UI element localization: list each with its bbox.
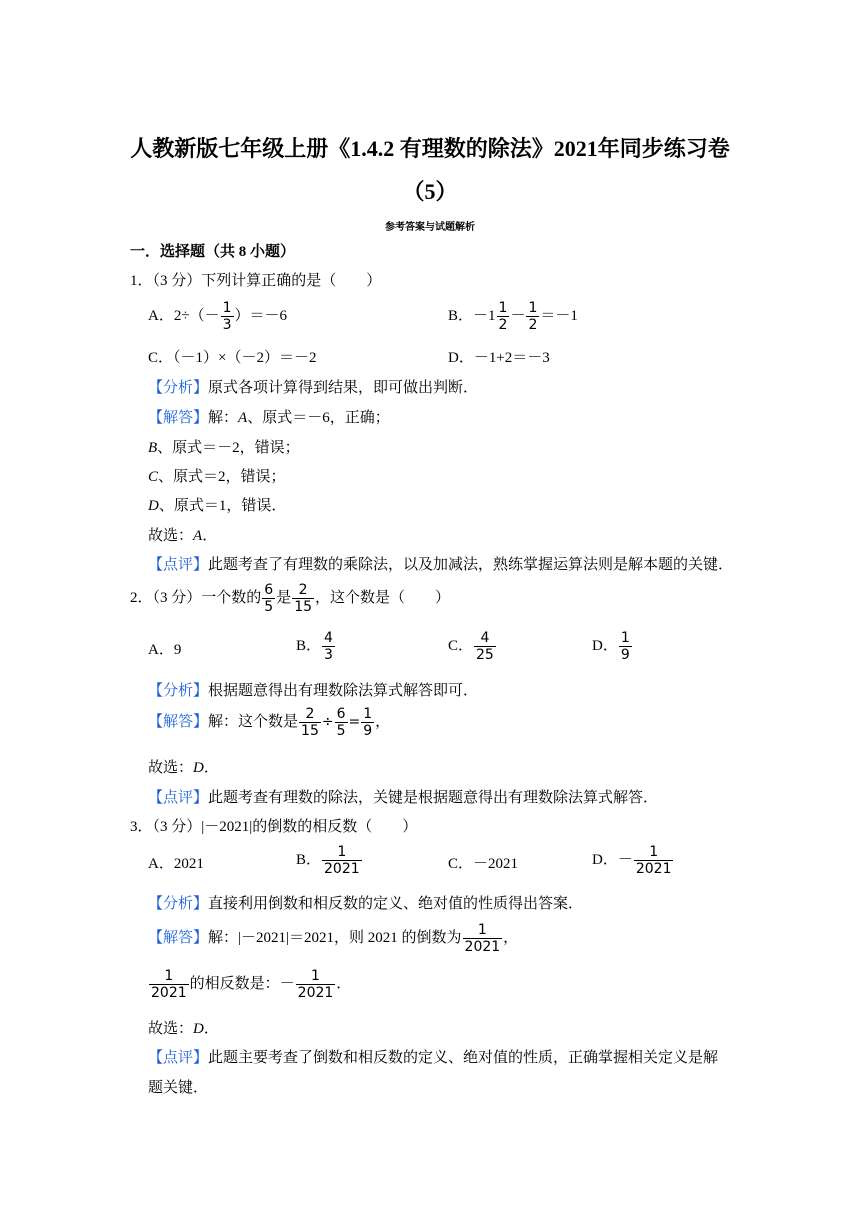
q3-option-d-text: D．－: [592, 851, 633, 868]
q1-option-d: D．－1+2＝－3: [448, 350, 550, 366]
fraction-denominator: 5: [264, 599, 274, 615]
q3-solution-line2-mid: 的相反数是：－: [189, 975, 295, 992]
q3-solution-text: 解：|－2021|＝2021，则 2021 的倒数为: [208, 929, 462, 946]
fraction-denominator: 3: [324, 647, 333, 663]
q3-option-b-fraction: [322, 844, 362, 877]
q2-option-d-fraction: [619, 630, 632, 663]
q1-choice-lead: 故选：: [148, 528, 194, 544]
q1-analysis-text: 原式各项计算得到结果，即可做出判断．: [208, 380, 479, 396]
fraction-numerator: 1: [528, 300, 538, 316]
q2-stem-text: 2．（3 分）一个数的: [130, 589, 262, 606]
comment-tag: 【点评】: [148, 557, 209, 573]
q1-solution-d: [148, 494, 286, 515]
q2-solution-fraction-2: [335, 706, 348, 739]
q3-option-a: A．2021: [148, 856, 204, 872]
fraction-denominator: 3: [222, 317, 232, 333]
q2-analysis-text: 根据题意得出有理数除法算式解答即可．: [208, 683, 479, 699]
fraction-numerator: 1: [337, 844, 347, 860]
q3-solution-fraction: [463, 922, 503, 955]
q3-comment-line2: 题关键．: [148, 1080, 209, 1096]
q3-solution-fraction-2: [149, 968, 189, 1001]
q1-option-b-minus: －: [510, 307, 526, 324]
q1-option-b-tail: ＝－1: [540, 307, 578, 324]
fraction-denominator: 2: [498, 317, 508, 333]
fraction-numerator: 1: [620, 630, 630, 646]
q2-option-b-fraction: [322, 630, 335, 663]
q2-comment: [148, 786, 658, 807]
q3-analysis-text: 直接利用倒数和相反数的定义、绝对值的性质得出答案．: [208, 896, 584, 912]
q3-solution-line2-tail: ．: [336, 975, 352, 992]
fraction-numerator: 1: [498, 300, 508, 316]
q1-option-a-tail: ）＝－6: [234, 307, 288, 324]
q1-option-a-fraction: [221, 300, 234, 333]
q2-option-d-text: D．: [592, 637, 618, 654]
fraction-denominator: 9: [620, 647, 630, 663]
fraction-numerator: 1: [649, 844, 659, 860]
q2-choice: [148, 756, 219, 777]
q2-choice-lead: 故选：: [148, 760, 194, 776]
fraction-denominator: 9: [363, 723, 373, 739]
q2-option-c: [448, 630, 497, 663]
q2-solution-tail: ，: [375, 713, 391, 730]
q1-solution-b: [148, 436, 300, 457]
q2-stem-fraction-2: [292, 582, 314, 615]
fraction-numerator: 1: [222, 300, 232, 316]
fraction-denominator: 2021: [297, 985, 334, 1001]
q2-option-d: [592, 630, 633, 663]
q1-option-a: [148, 300, 287, 333]
q2-solution-fraction-1: [299, 706, 321, 739]
q1-option-b-fraction-1: [497, 300, 510, 333]
q3-comment: [148, 1046, 718, 1067]
q1-option-c: C．（－1）×（－2）＝－2: [148, 350, 317, 366]
fraction-denominator: 15: [294, 599, 313, 615]
q1-solution: [148, 406, 390, 427]
q3-solution: [148, 922, 518, 955]
q3-option-b-text: B．: [296, 851, 322, 868]
q3-option-d: [592, 844, 674, 877]
solution-tag: 【解答】: [148, 713, 209, 730]
fraction-numerator: 4: [480, 630, 490, 646]
q1-solution-d-text: 、原式＝1，错误．: [158, 498, 287, 514]
q2-solution-lead: 解：这个数是: [208, 713, 299, 730]
fraction-numerator: 1: [164, 968, 174, 984]
q2-solution: [148, 706, 390, 739]
fraction-numerator: 6: [336, 706, 346, 722]
q3-analysis: [148, 892, 583, 913]
q2-choice-tail: ．: [203, 760, 219, 776]
q1-solution-var-c: C: [148, 469, 159, 485]
q3-stem: 3．（3 分）|－2021|的倒数的相反数（ ）: [130, 819, 418, 835]
q1-choice: [148, 524, 217, 545]
fraction-numerator: 1: [363, 706, 373, 722]
q3-choice-lead: 故选：: [148, 1021, 194, 1037]
q2-solution-fraction-3: [361, 706, 374, 739]
q1-option-b-text: B．－1: [448, 307, 496, 324]
q2-stem-fraction-1: [262, 582, 275, 615]
q2-solution-divide: ÷: [321, 713, 334, 730]
q1-option-a-text: A．2÷（－: [148, 307, 220, 324]
q1-choice-letter: A: [193, 528, 203, 544]
fraction-denominator: 2021: [464, 939, 501, 955]
q1-solution-a-text: 、原式＝－6，正确；: [247, 410, 390, 426]
q3-choice-letter: D: [193, 1021, 204, 1037]
page-subtitle: 参考答案与试题解析: [385, 222, 475, 233]
analysis-tag: 【分析】: [148, 380, 209, 396]
q1-choice-tail: ．: [202, 528, 218, 544]
q2-solution-equals: =: [348, 713, 361, 730]
q3-solution-tail: ，: [503, 929, 519, 946]
fraction-numerator: 2: [305, 706, 315, 722]
comment-tag: 【点评】: [148, 1050, 209, 1066]
q2-analysis: [148, 679, 478, 700]
q2-stem: [130, 582, 450, 615]
q1-analysis: [148, 376, 478, 397]
q2-stem-tail: ，这个数是（ ）: [315, 589, 451, 606]
q2-option-c-text: C．: [448, 637, 474, 654]
page-title: 人教新版七年级上册《1.4.2 有理数的除法》2021年同步练习卷: [130, 136, 730, 161]
solution-tag: 【解答】: [148, 929, 209, 946]
q2-option-a: A．9: [148, 642, 182, 658]
fraction-denominator: 2: [528, 317, 538, 333]
q3-option-b: [296, 844, 363, 877]
q1-option-b: [448, 300, 578, 333]
analysis-tag: 【分析】: [148, 896, 209, 912]
section-heading: 一．选择题（共 8 小题）: [130, 244, 296, 260]
q2-stem-mid: 是: [276, 589, 292, 606]
q1-solution-b-text: 、原式＝－2，错误；: [157, 440, 300, 456]
fraction-denominator: 2021: [635, 861, 672, 877]
fraction-numerator: 4: [324, 630, 333, 646]
fraction-denominator: 2021: [151, 985, 187, 1001]
fraction-numerator: 6: [264, 582, 274, 598]
fraction-denominator: 5: [336, 723, 346, 739]
q3-comment-text: 此题主要考查了倒数和相反数的定义、绝对值的性质，正确掌握相关定义是解: [208, 1050, 719, 1066]
q1-solution-var-a: A: [238, 410, 248, 426]
page-title-volume: （5）: [402, 179, 458, 204]
q2-option-c-fraction: [474, 630, 496, 663]
q3-choice-tail: ．: [203, 1021, 219, 1037]
q2-option-b-text: B．: [296, 637, 322, 654]
q1-solution-var-d: D: [148, 498, 159, 514]
fraction-numerator: 2: [298, 582, 308, 598]
q1-solution-c-text: 、原式＝2，错误；: [158, 469, 286, 485]
solution-tag: 【解答】: [148, 410, 209, 426]
q3-option-d-fraction: [634, 844, 674, 877]
q1-solution-c: [148, 465, 286, 486]
analysis-tag: 【分析】: [148, 683, 209, 699]
q2-choice-letter: D: [193, 760, 204, 776]
q2-option-b: [296, 630, 336, 663]
fraction-denominator: 15: [301, 723, 319, 739]
q1-option-b-fraction-2: [526, 300, 539, 333]
q3-solution-line2: [148, 968, 351, 1001]
fraction-numerator: 1: [311, 968, 320, 984]
q3-option-c: C．－2021: [448, 856, 519, 872]
fraction-denominator: 25: [476, 647, 494, 663]
fraction-numerator: 1: [477, 922, 487, 938]
fraction-denominator: 2021: [324, 861, 360, 877]
q1-stem: 1．（3 分）下列计算正确的是（ ）: [130, 273, 382, 289]
q1-solution-lead: 解：: [208, 410, 239, 426]
q1-comment: [148, 553, 733, 574]
q1-comment-text: 此题考查了有理数的乘除法，以及加减法，熟练掌握运算法则是解本题的关键．: [208, 557, 734, 573]
q2-comment-text: 此题考查有理数的除法，关键是根据题意得出有理数除法算式解答．: [208, 790, 659, 806]
q3-choice: [148, 1017, 219, 1038]
q3-solution-fraction-3: [296, 968, 336, 1001]
comment-tag: 【点评】: [148, 790, 209, 806]
q1-solution-var-b: B: [148, 440, 158, 456]
